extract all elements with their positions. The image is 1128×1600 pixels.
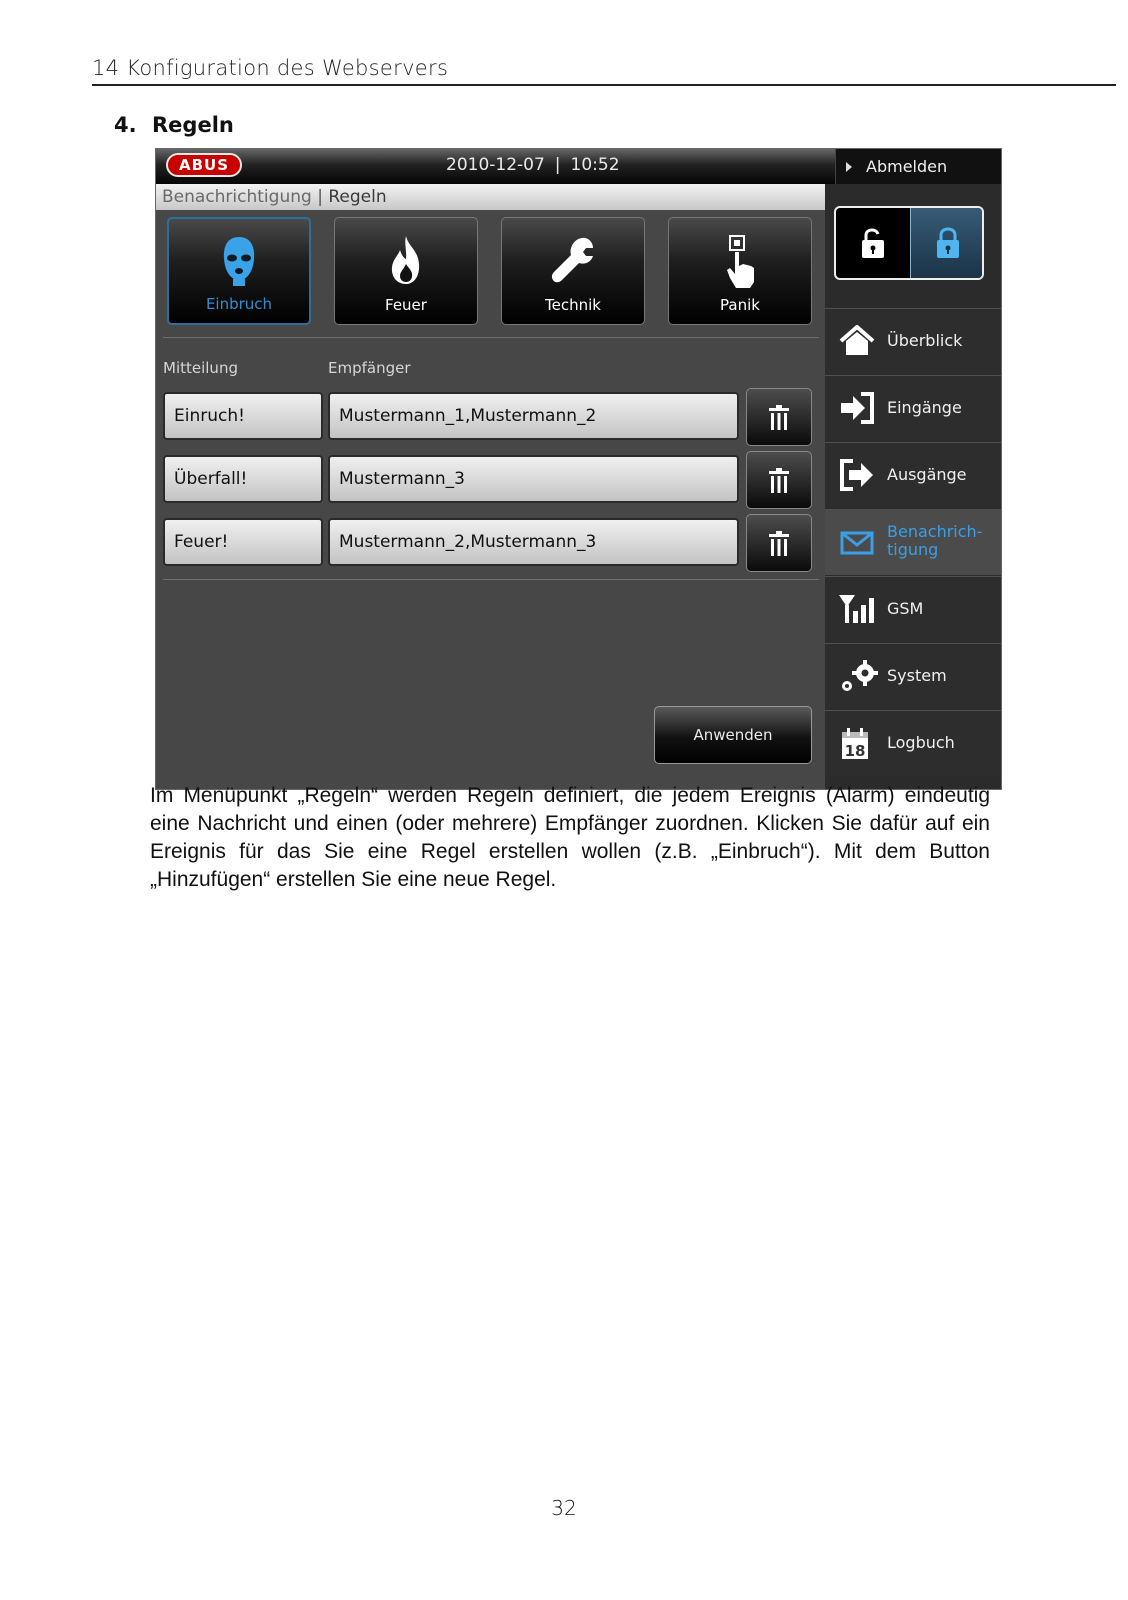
sidebar-item-label: Überblick — [887, 331, 963, 350]
recipients-field[interactable]: Mustermann_2,Mustermann_3 — [328, 518, 739, 566]
description-paragraph — [150, 782, 990, 894]
date-time — [446, 155, 620, 175]
divider — [163, 337, 819, 338]
calendar-icon — [839, 727, 871, 761]
section-title: Regeln — [152, 113, 234, 137]
sidebar-item-system[interactable] — [825, 643, 1001, 709]
event-label: Technik — [545, 296, 601, 314]
message-field[interactable]: Feuer! — [163, 518, 323, 566]
message-field[interactable]: Einruch! — [163, 392, 323, 440]
event-button-feuer[interactable] — [334, 217, 478, 325]
input-arrow-icon — [839, 392, 875, 424]
delete-rule-button[interactable] — [746, 388, 812, 446]
section-heading — [114, 113, 234, 137]
recipients-field[interactable]: Mustermann_1,Mustermann_2 — [328, 392, 739, 440]
event-button-panik[interactable] — [668, 217, 812, 325]
trash-icon — [768, 531, 790, 557]
breadcrumb-parent[interactable]: Benachrichtigung — [162, 187, 312, 207]
locked-padlock-icon — [935, 226, 961, 260]
breadcrumb — [156, 184, 833, 210]
rule-row — [163, 455, 815, 507]
burglar-mask-icon — [221, 235, 257, 287]
rule-row — [163, 392, 815, 444]
sidebar-item-label: Eingänge — [887, 398, 962, 417]
sidebar-item-label: System — [887, 666, 947, 685]
recipients-field[interactable]: Mustermann_3 — [328, 455, 739, 503]
unlock-option[interactable] — [836, 208, 909, 278]
divider — [163, 579, 819, 580]
panic-button-hand-icon — [722, 234, 758, 290]
sidebar-item-gsm[interactable] — [825, 576, 1001, 642]
document-header — [92, 56, 1116, 86]
logout-button[interactable] — [835, 149, 1002, 184]
envelope-icon — [839, 526, 875, 558]
flame-icon — [388, 234, 424, 286]
separator: | — [554, 155, 561, 175]
message-field[interactable]: Überfall! — [163, 455, 323, 503]
calendar-day: 18 — [844, 742, 866, 760]
logout-label: Abmelden — [866, 157, 948, 176]
lock-option[interactable] — [910, 208, 984, 278]
sidebar-item-benachrichtigung[interactable] — [825, 509, 1001, 575]
sidebar-item-label: Ausgänge — [887, 465, 967, 484]
event-label: Feuer — [385, 296, 427, 314]
event-label: Panik — [720, 296, 760, 314]
gears-icon — [839, 660, 879, 694]
play-arrow-icon — [846, 162, 852, 172]
sidebar-item-eingaenge[interactable] — [825, 375, 1001, 441]
output-arrow-icon — [839, 459, 875, 491]
date: 2010-12-07 — [446, 155, 545, 175]
trash-icon — [768, 405, 790, 431]
sidebar-item-label: GSM — [887, 599, 924, 618]
sidebar-nav — [825, 184, 1001, 789]
rule-row — [163, 518, 815, 570]
delete-rule-button[interactable] — [746, 514, 812, 572]
sidebar-item-label: Benachrich- tigung — [887, 522, 983, 559]
apply-button[interactable]: Anwenden — [654, 706, 812, 764]
event-selector — [167, 217, 817, 329]
page-number: 32 — [551, 1496, 577, 1520]
event-label: Einbruch — [205, 295, 273, 313]
description-text: Im Menüpunkt „Regeln“ werden Regeln definiert, die jedem Ereignis (Alarm) eindeutig eine Nachricht und einen (oder mehrere) Empfänger zuordnen. Klicken Sie dafür auf ein Ereignis für das Sie eine Regel erstellen wollen (z.B. „Einbruch“). Mit dem Button „Hinzufügen“ erstellen Sie eine neue Regel. — [150, 784, 990, 891]
column-header-recipients: Empfänger — [328, 359, 411, 377]
app-screenshot — [155, 148, 1002, 790]
unlocked-padlock-icon — [860, 226, 886, 260]
wrench-icon — [550, 234, 596, 286]
trash-icon — [768, 468, 790, 494]
sidebar-item-ausgaenge[interactable] — [825, 442, 1001, 508]
time: 10:52 — [570, 155, 620, 175]
delete-rule-button[interactable] — [746, 451, 812, 509]
arm-toggle[interactable] — [834, 206, 984, 280]
signal-bars-icon — [839, 593, 881, 625]
breadcrumb-separator: | — [317, 187, 323, 207]
event-button-einbruch[interactable] — [167, 217, 311, 325]
home-icon — [839, 325, 875, 357]
column-header-message: Mitteilung — [163, 359, 238, 377]
abus-logo: ABUS — [166, 153, 242, 177]
section-number: 4. — [114, 113, 137, 137]
document-header-text: 14 Konfiguration des Webservers — [92, 56, 449, 80]
event-button-technik[interactable] — [501, 217, 645, 325]
sidebar-item-ueberblick[interactable] — [825, 308, 1001, 374]
breadcrumb-current: Regeln — [328, 187, 387, 207]
sidebar-item-logbuch[interactable] — [825, 710, 1001, 776]
sidebar-item-label: Logbuch — [887, 733, 955, 752]
